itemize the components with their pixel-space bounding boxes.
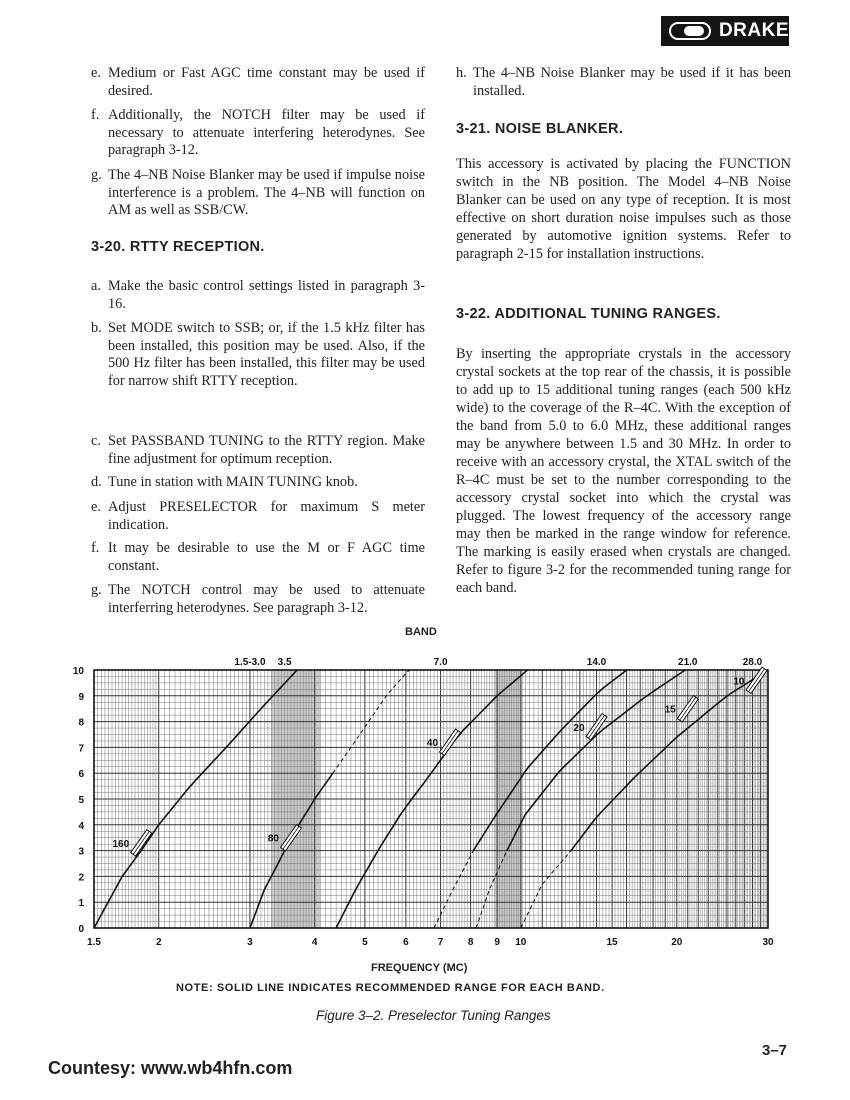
y-tick-label: 1 xyxy=(78,898,84,910)
page-number: 3–7 xyxy=(762,1042,788,1059)
x-tick-label: 20 xyxy=(671,937,683,948)
top-band-label: 1.5-3.0 xyxy=(234,657,266,668)
y-tick-label: 9 xyxy=(78,691,84,703)
drake-emblem-icon xyxy=(669,22,711,40)
item-label: g. xyxy=(91,582,102,598)
item-text: Adjust PRESELECTOR for maximum S meter indication. xyxy=(108,499,425,533)
paragraph-tuning-ranges: By inserting the appropriate crystals in the accessory crystal sockets at the top rear of the chassis, it is possible to add up to 15 additional tuning ranges (each 500 kHz wide) to the coverage of the R–4C. With the exception of the band from 5.0 to 6.0 MHz, these additional ranges may be anywhere between 1.5 and 30 MHz. In order to receive with an accessory crystal, the XTAL switch of the R–4C must be set to the number corresponding to the accessory crystal socket into which the crystal was plugged. The lowest frequency of the accessory range may then be marked in the range window for reference. The marking is easily erased when crystals are changed. Refer to figure 3-2 for the recommended tuning range for each band. xyxy=(456,346,791,596)
y-tick-label: 10 xyxy=(72,666,84,677)
courtesy-watermark: Countesy: www.wb4hfn.com xyxy=(48,1058,293,1078)
x-tick-label: 10 xyxy=(515,937,527,948)
item-label: f. xyxy=(91,540,100,556)
item-text: Set MODE switch to SSB; or, if the 1.5 kHz filter has been installed, this position may be used. Also, if the 500 Hz filter has been installed, this filter may be used for narrow shift RTTY reception. xyxy=(108,320,425,390)
band-marker-label: 40 xyxy=(426,738,439,750)
item-label: g. xyxy=(91,167,102,183)
y-tick-label: 3 xyxy=(78,846,84,858)
band-marker-label: 160 xyxy=(112,838,130,850)
item-label: e. xyxy=(91,65,101,81)
y-tick-label: 4 xyxy=(78,820,84,832)
top-band-label: 3.5 xyxy=(277,657,292,668)
list-item xyxy=(91,65,425,100)
list-item xyxy=(91,499,425,534)
y-tick-label: 0 xyxy=(78,924,84,935)
item-text: The NOTCH control may be used to attenuate interferring heterodynes. See paragraph 3-12. xyxy=(108,582,425,616)
band-marker-label: 80 xyxy=(267,833,279,845)
item-label: h. xyxy=(456,65,467,81)
top-band-label: 14.0 xyxy=(586,657,607,668)
y-tick-label: 2 xyxy=(78,872,84,884)
paragraph-noise-blanker: This accessory is activated by placing the FUNCTION switch in the NB position. The Model 4–NB Noise Blanker can be used on any type of reception. It is most effective on short duration noise impulses such as those generated by automotive ignition systems. Refer to paragraph 2-15 for installation instructions. xyxy=(456,156,791,262)
item-label: e. xyxy=(91,499,101,515)
x-tick-label: 7 xyxy=(437,937,444,948)
list-item xyxy=(91,167,425,220)
section-heading-tuning-ranges: 3-22. ADDITIONAL TUNING RANGES. xyxy=(456,306,721,322)
preselector-tuning-chart xyxy=(0,620,850,1000)
x-axis-label: FREQUENCY (MC) xyxy=(371,962,468,974)
band-title: BAND xyxy=(405,626,437,638)
item-label: f. xyxy=(91,107,100,123)
list-item xyxy=(91,107,425,160)
band-marker-label: 15 xyxy=(664,704,676,716)
x-tick-label: 15 xyxy=(606,937,618,948)
y-tick-label: 5 xyxy=(78,795,84,806)
x-tick-label: 4 xyxy=(311,937,318,948)
item-text: Additionally, the NOTCH filter may be used if necessary to attenuate interfering heterodynes. See paragraph 3-12. xyxy=(108,107,425,159)
band-marker-label: 10 xyxy=(733,676,745,688)
x-tick-label: 8 xyxy=(467,937,474,948)
section-heading-rtty: 3-20. RTTY RECEPTION. xyxy=(91,239,265,255)
list-item xyxy=(91,278,425,313)
list-item xyxy=(91,320,425,391)
x-tick-label: 9 xyxy=(494,937,500,948)
y-tick-label: 6 xyxy=(78,769,84,781)
chart-labels xyxy=(73,657,774,948)
item-text: The 4–NB Noise Blanker may be used if it has been installed. xyxy=(473,65,791,99)
figure-note: NOTE: SOLID LINE INDICATES RECOMMENDED RANGE FOR EACH BAND. xyxy=(176,982,605,994)
top-band-label: 7.0 xyxy=(433,657,448,668)
figure-caption: Figure 3–2. Preselector Tuning Ranges xyxy=(316,1008,551,1023)
list-item xyxy=(456,65,791,100)
x-tick-label: 6 xyxy=(403,937,409,948)
item-text: The 4–NB Noise Blanker may be used if impulse noise interference is a problem. The 4–NB will function on AM as well as SSB/CW. xyxy=(108,167,425,219)
x-tick-label: 30 xyxy=(762,937,774,948)
section-heading-noise-blanker: 3-21. NOISE BLANKER. xyxy=(456,121,624,137)
drake-logo xyxy=(661,16,789,46)
item-text: Set PASSBAND TUNING to the RTTY region. Make fine adjustment for optimum reception. xyxy=(108,433,425,467)
list-item xyxy=(91,540,425,575)
x-tick-label: 2 xyxy=(155,937,162,948)
brand-name: DRAKE xyxy=(718,20,789,41)
item-label: b. xyxy=(91,320,102,336)
list-item xyxy=(91,433,425,468)
top-band-label: 21.0 xyxy=(678,657,698,668)
item-text: It may be desirable to use the M or F AGC time constant. xyxy=(108,540,425,574)
item-label: a. xyxy=(91,278,101,294)
list-item xyxy=(91,474,425,492)
item-text: Make the basic control settings listed in paragraph 3-16. xyxy=(108,278,425,312)
top-band-label: 28.0 xyxy=(742,657,763,668)
x-tick-label: 3 xyxy=(247,937,253,948)
list-item xyxy=(91,582,425,617)
x-tick-label: 1.5 xyxy=(87,937,101,948)
item-label: d. xyxy=(91,474,102,490)
item-text: Medium or Fast AGC time constant may be used if desired. xyxy=(108,65,425,99)
item-text: Tune in station with MAIN TUNING knob. xyxy=(108,474,358,490)
x-tick-label: 5 xyxy=(362,937,368,948)
item-label: c. xyxy=(91,433,101,449)
y-tick-label: 7 xyxy=(78,743,84,755)
band-marker-label: 20 xyxy=(573,722,585,734)
y-tick-label: 8 xyxy=(78,717,84,729)
